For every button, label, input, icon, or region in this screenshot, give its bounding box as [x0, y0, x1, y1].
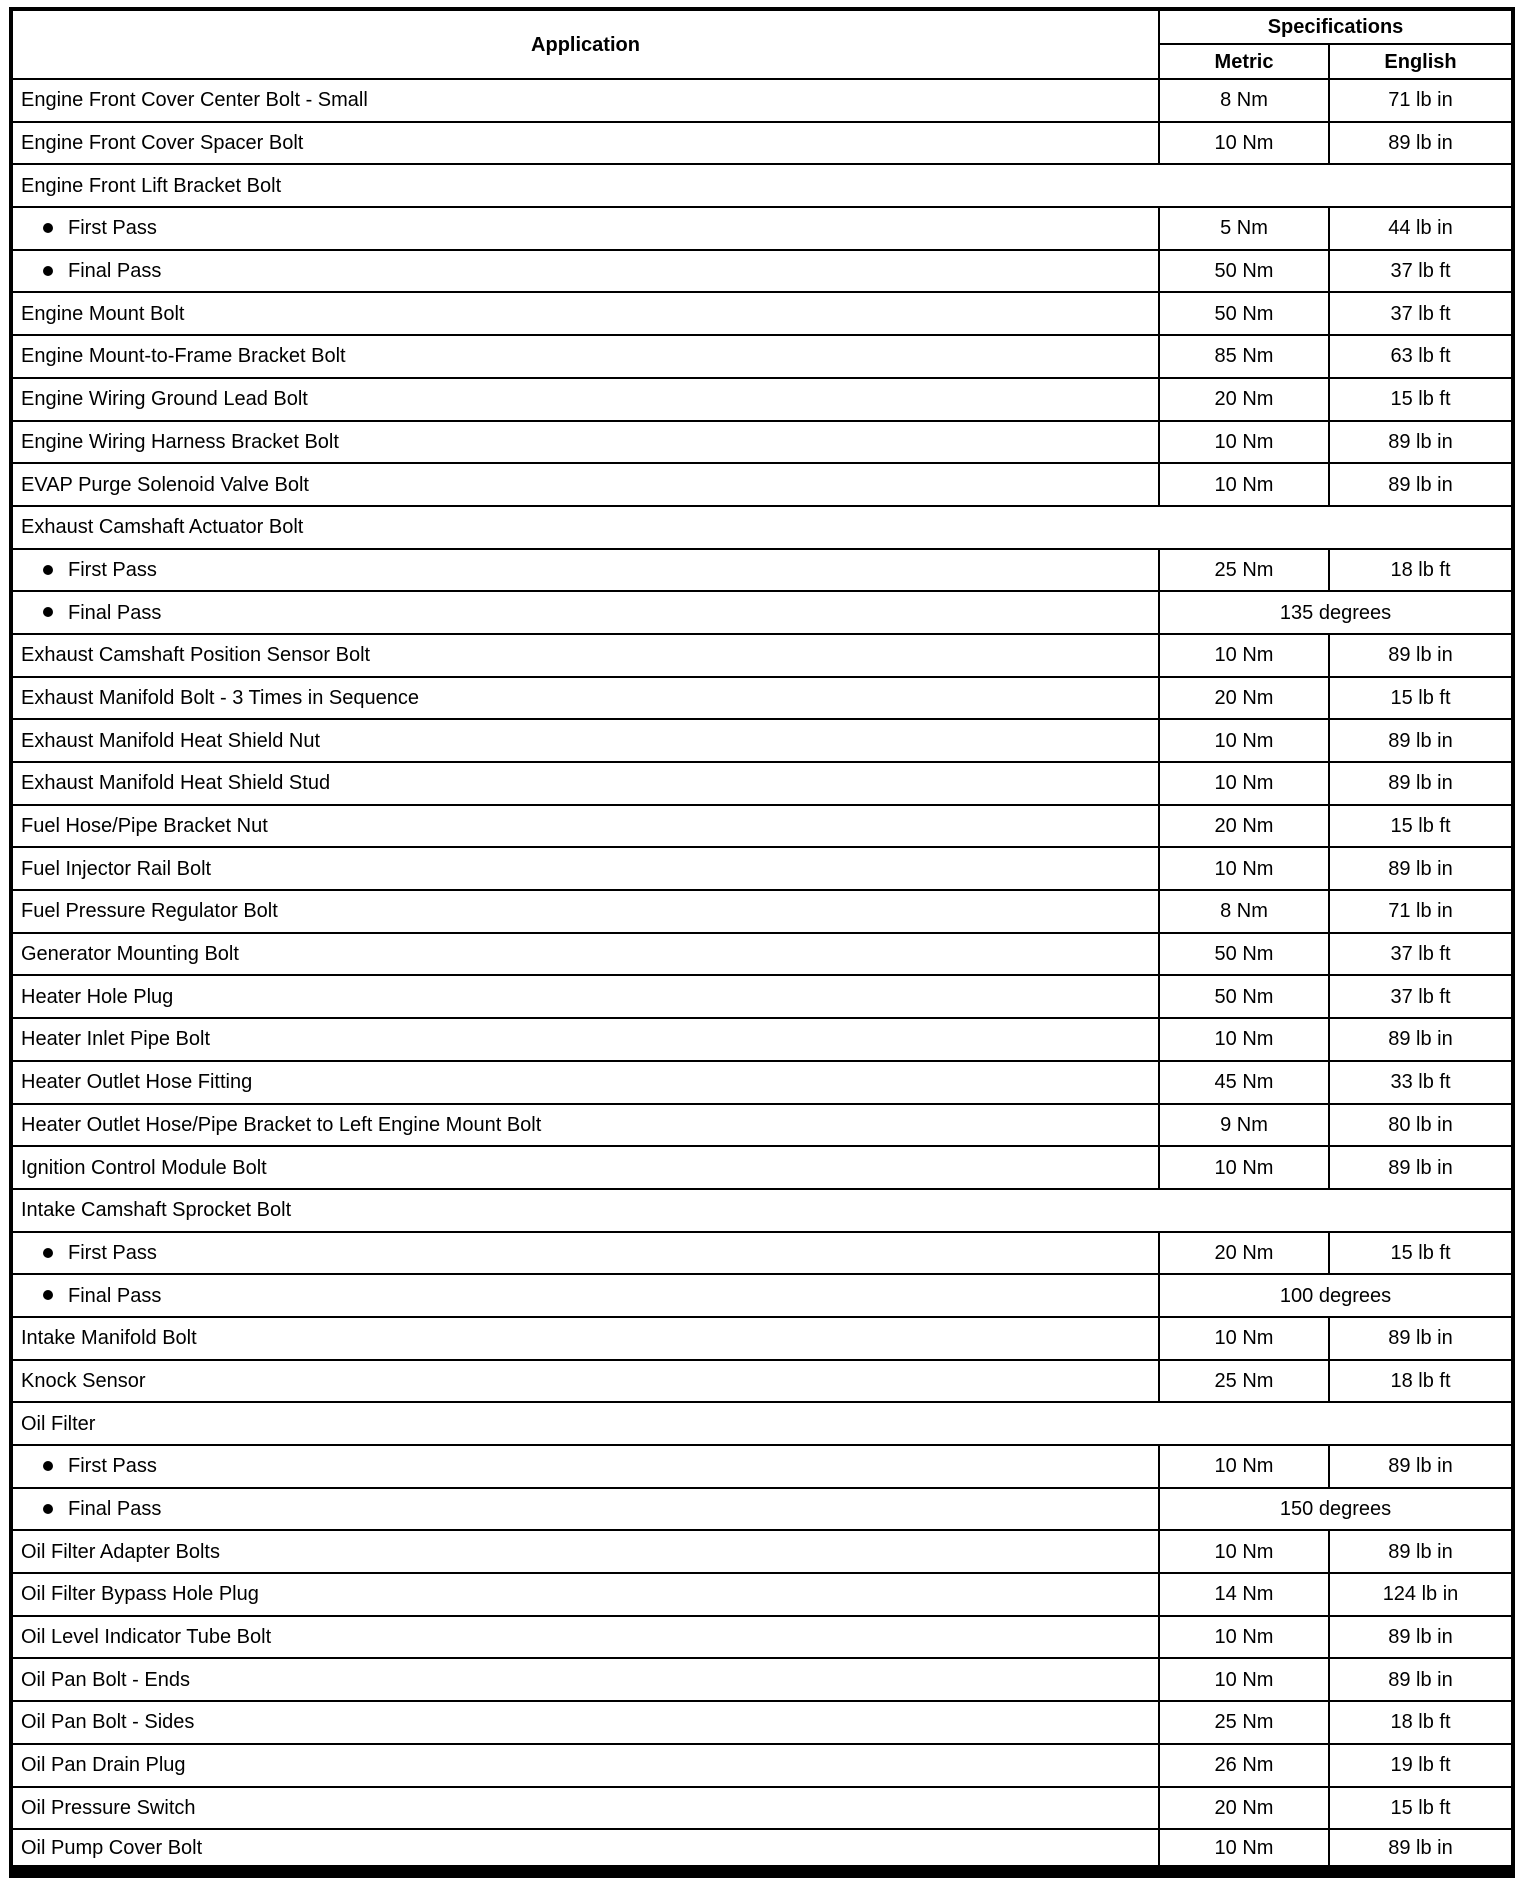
table-row [11, 1317, 1513, 1360]
application-cell [11, 847, 1159, 890]
application-label: Engine Front Cover Center Bolt - Small [21, 89, 368, 112]
english-cell: 37 lb ft [1329, 933, 1513, 976]
metric-cell: 25 Nm [1159, 1701, 1329, 1744]
application-label: Heater Outlet Hose/Pipe Bracket to Left Engine Mount Bolt [21, 1113, 542, 1136]
english-cell: 18 lb ft [1329, 1701, 1513, 1744]
metric-cell: 10 Nm [1159, 847, 1329, 890]
application-label: Fuel Hose/Pipe Bracket Nut [21, 815, 268, 838]
metric-cell: 25 Nm [1159, 549, 1329, 592]
english-cell: 89 lb in [1329, 1829, 1513, 1872]
english-cell: 89 lb in [1329, 463, 1513, 506]
table-row [11, 1488, 1513, 1531]
table-row [11, 1232, 1513, 1275]
application-label: Exhaust Manifold Bolt - 3 Times in Sequence [21, 686, 419, 709]
spec-span-cell: 100 degrees [1159, 1274, 1513, 1317]
metric-cell: 10 Nm [1159, 762, 1329, 805]
application-cell [11, 1360, 1159, 1403]
application-cell [11, 1317, 1159, 1360]
application-label: First Pass [68, 217, 157, 240]
application-cell [11, 1061, 1159, 1104]
bullet-icon [43, 1504, 53, 1514]
application-label: Knock Sensor [21, 1369, 146, 1392]
table-row [11, 1018, 1513, 1061]
application-cell [11, 250, 1159, 293]
application-cell [11, 549, 1159, 592]
table-row [11, 1658, 1513, 1701]
table-header [11, 9, 1513, 79]
english-cell: 89 lb in [1329, 1616, 1513, 1659]
application-label: Heater Outlet Hose Fitting [21, 1071, 253, 1094]
table-row [11, 890, 1513, 933]
table-row [11, 1146, 1513, 1189]
english-cell: 33 lb ft [1329, 1061, 1513, 1104]
table-row [11, 975, 1513, 1018]
metric-cell: 14 Nm [1159, 1573, 1329, 1616]
application-label: Heater Hole Plug [21, 985, 174, 1008]
application-cell [11, 890, 1159, 933]
english-cell: 63 lb ft [1329, 335, 1513, 378]
application-cell [11, 1445, 1159, 1488]
header-row-top [11, 9, 1513, 44]
english-cell: 124 lb in [1329, 1573, 1513, 1616]
application-label: Oil Level Indicator Tube Bolt [21, 1626, 272, 1649]
application-cell [11, 1658, 1159, 1701]
english-cell: 89 lb in [1329, 1445, 1513, 1488]
metric-cell: 25 Nm [1159, 1360, 1329, 1403]
application-label: Exhaust Manifold Heat Shield Stud [21, 772, 331, 795]
application-cell [11, 122, 1159, 165]
application-cell [11, 1104, 1159, 1147]
metric-cell: 10 Nm [1159, 719, 1329, 762]
application-label: Generator Mounting Bolt [21, 943, 239, 966]
table-row [11, 805, 1513, 848]
english-cell: 89 lb in [1329, 1317, 1513, 1360]
metric-cell: 10 Nm [1159, 1445, 1329, 1488]
table-row [11, 79, 1513, 122]
section-row [11, 164, 1513, 207]
bullet-icon [43, 266, 53, 276]
section-row [11, 1189, 1513, 1232]
application-label: First Pass [68, 558, 157, 581]
application-cell: Engine Front Lift Bracket Bolt [11, 164, 1513, 207]
english-cell: 15 lb ft [1329, 805, 1513, 848]
english-cell: 89 lb in [1329, 762, 1513, 805]
english-cell: 89 lb in [1329, 1018, 1513, 1061]
metric-cell: 10 Nm [1159, 1616, 1329, 1659]
application-cell [11, 1744, 1159, 1787]
english-cell: 15 lb ft [1329, 1787, 1513, 1830]
english-cell: 80 lb in [1329, 1104, 1513, 1147]
table-row [11, 1701, 1513, 1744]
metric-cell: 85 Nm [1159, 335, 1329, 378]
table-row [11, 1573, 1513, 1616]
metric-cell: 50 Nm [1159, 250, 1329, 293]
application-label: Oil Filter Adapter Bolts [21, 1540, 220, 1563]
table-row [11, 421, 1513, 464]
table-row [11, 762, 1513, 805]
table-row [11, 677, 1513, 720]
application-cell [11, 1787, 1159, 1830]
metric-cell: 9 Nm [1159, 1104, 1329, 1147]
application-label: Oil Pan Drain Plug [21, 1754, 186, 1777]
application-label: First Pass [68, 1241, 157, 1264]
application-cell [11, 1274, 1159, 1317]
table-body [11, 79, 1513, 1872]
table-row [11, 1061, 1513, 1104]
application-cell [11, 463, 1159, 506]
application-label: Engine Mount Bolt [21, 302, 185, 325]
application-cell: Exhaust Camshaft Actuator Bolt [11, 506, 1513, 549]
table-row [11, 378, 1513, 421]
metric-column-header: Metric [1159, 44, 1329, 79]
metric-cell: 50 Nm [1159, 933, 1329, 976]
metric-cell: 8 Nm [1159, 890, 1329, 933]
application-cell [11, 762, 1159, 805]
table-row [11, 1829, 1513, 1872]
metric-cell: 20 Nm [1159, 378, 1329, 421]
application-label: Engine Mount-to-Frame Bracket Bolt [21, 345, 346, 368]
application-label: Oil Pan Bolt - Ends [21, 1668, 190, 1691]
table-row [11, 591, 1513, 634]
metric-cell: 20 Nm [1159, 1232, 1329, 1275]
application-column-header: Application [11, 9, 1159, 79]
application-label: First Pass [68, 1455, 157, 1478]
table-row [11, 463, 1513, 506]
metric-cell: 45 Nm [1159, 1061, 1329, 1104]
application-label: Engine Front Cover Spacer Bolt [21, 132, 304, 155]
application-label: Exhaust Camshaft Position Sensor Bolt [21, 644, 371, 667]
application-cell [11, 591, 1159, 634]
metric-cell: 10 Nm [1159, 122, 1329, 165]
metric-cell: 8 Nm [1159, 79, 1329, 122]
english-cell: 37 lb ft [1329, 292, 1513, 335]
application-label: Exhaust Manifold Heat Shield Nut [21, 729, 321, 752]
bullet-icon [43, 607, 53, 617]
metric-cell: 20 Nm [1159, 677, 1329, 720]
application-label: Final Pass [68, 1284, 162, 1307]
table-row [11, 1445, 1513, 1488]
application-cell [11, 1488, 1159, 1531]
application-label: Heater Inlet Pipe Bolt [21, 1028, 210, 1051]
english-cell: 44 lb in [1329, 207, 1513, 250]
application-cell [11, 292, 1159, 335]
application-cell: Intake Camshaft Sprocket Bolt [11, 1189, 1513, 1232]
metric-cell: 10 Nm [1159, 1829, 1329, 1872]
metric-cell: 10 Nm [1159, 421, 1329, 464]
application-cell [11, 933, 1159, 976]
table-row [11, 1360, 1513, 1403]
application-cell [11, 421, 1159, 464]
spec-span-cell: 135 degrees [1159, 591, 1513, 634]
metric-cell: 26 Nm [1159, 1744, 1329, 1787]
torque-specifications-table [9, 7, 1515, 1878]
english-cell: 71 lb in [1329, 890, 1513, 933]
application-cell: Oil Filter [11, 1402, 1513, 1445]
metric-cell: 50 Nm [1159, 292, 1329, 335]
table-row [11, 933, 1513, 976]
application-cell [11, 1616, 1159, 1659]
english-cell: 89 lb in [1329, 122, 1513, 165]
table-row [11, 207, 1513, 250]
english-cell: 89 lb in [1329, 847, 1513, 890]
application-cell [11, 1701, 1159, 1744]
application-label: Engine Wiring Ground Lead Bolt [21, 388, 308, 411]
application-label: Final Pass [68, 260, 162, 283]
specifications-column-header: Specifications [1159, 9, 1513, 44]
english-cell: 89 lb in [1329, 719, 1513, 762]
english-cell: 15 lb ft [1329, 677, 1513, 720]
english-cell: 89 lb in [1329, 1530, 1513, 1573]
table-row [11, 1787, 1513, 1830]
english-cell: 15 lb ft [1329, 378, 1513, 421]
spec-span-cell: 150 degrees [1159, 1488, 1513, 1531]
metric-cell: 10 Nm [1159, 1018, 1329, 1061]
table-row [11, 719, 1513, 762]
application-label: Fuel Injector Rail Bolt [21, 857, 212, 880]
application-cell [11, 1530, 1159, 1573]
table-row [11, 634, 1513, 677]
table-row [11, 335, 1513, 378]
application-label: Oil Pressure Switch [21, 1796, 196, 1819]
metric-cell: 5 Nm [1159, 207, 1329, 250]
bullet-icon [43, 223, 53, 233]
application-label: Oil Filter Bypass Hole Plug [21, 1583, 259, 1606]
application-cell [11, 79, 1159, 122]
application-cell [11, 1146, 1159, 1189]
table-row [11, 1104, 1513, 1147]
table-row [11, 122, 1513, 165]
bullet-icon [43, 565, 53, 575]
table-row [11, 1274, 1513, 1317]
english-cell: 89 lb in [1329, 1146, 1513, 1189]
english-cell: 89 lb in [1329, 421, 1513, 464]
application-label: Final Pass [68, 601, 162, 624]
metric-cell: 20 Nm [1159, 805, 1329, 848]
table-row [11, 847, 1513, 890]
application-cell [11, 1829, 1159, 1872]
metric-cell: 50 Nm [1159, 975, 1329, 1018]
metric-cell: 10 Nm [1159, 1317, 1329, 1360]
metric-cell: 10 Nm [1159, 634, 1329, 677]
english-cell: 89 lb in [1329, 1658, 1513, 1701]
application-cell [11, 335, 1159, 378]
application-cell [11, 975, 1159, 1018]
metric-cell: 10 Nm [1159, 1530, 1329, 1573]
bullet-icon [43, 1461, 53, 1471]
section-row [11, 506, 1513, 549]
application-label: EVAP Purge Solenoid Valve Bolt [21, 473, 309, 496]
application-label: Ignition Control Module Bolt [21, 1156, 267, 1179]
table-row [11, 292, 1513, 335]
application-label: Engine Wiring Harness Bracket Bolt [21, 430, 339, 453]
metric-cell: 10 Nm [1159, 1658, 1329, 1701]
bullet-icon [43, 1248, 53, 1258]
english-cell: 15 lb ft [1329, 1232, 1513, 1275]
metric-cell: 10 Nm [1159, 1146, 1329, 1189]
english-cell: 71 lb in [1329, 79, 1513, 122]
metric-cell: 20 Nm [1159, 1787, 1329, 1830]
english-cell: 18 lb ft [1329, 1360, 1513, 1403]
application-cell [11, 1232, 1159, 1275]
application-label: Intake Manifold Bolt [21, 1327, 197, 1350]
application-cell [11, 207, 1159, 250]
table-row [11, 549, 1513, 592]
table-row [11, 1530, 1513, 1573]
table-row [11, 1744, 1513, 1787]
english-cell: 89 lb in [1329, 634, 1513, 677]
english-cell: 18 lb ft [1329, 549, 1513, 592]
table-row [11, 1616, 1513, 1659]
application-cell [11, 677, 1159, 720]
english-cell: 37 lb ft [1329, 250, 1513, 293]
english-cell: 37 lb ft [1329, 975, 1513, 1018]
application-label: Final Pass [68, 1498, 162, 1521]
application-label: Fuel Pressure Regulator Bolt [21, 900, 278, 923]
application-cell [11, 805, 1159, 848]
english-column-header: English [1329, 44, 1513, 79]
english-cell: 19 lb ft [1329, 1744, 1513, 1787]
application-cell [11, 634, 1159, 677]
application-cell [11, 719, 1159, 762]
application-cell [11, 378, 1159, 421]
application-cell [11, 1573, 1159, 1616]
bullet-icon [43, 1290, 53, 1300]
metric-cell: 10 Nm [1159, 463, 1329, 506]
section-row [11, 1402, 1513, 1445]
application-cell [11, 1018, 1159, 1061]
application-label: Oil Pump Cover Bolt [21, 1836, 203, 1859]
application-label: Oil Pan Bolt - Sides [21, 1711, 195, 1734]
table-row [11, 250, 1513, 293]
